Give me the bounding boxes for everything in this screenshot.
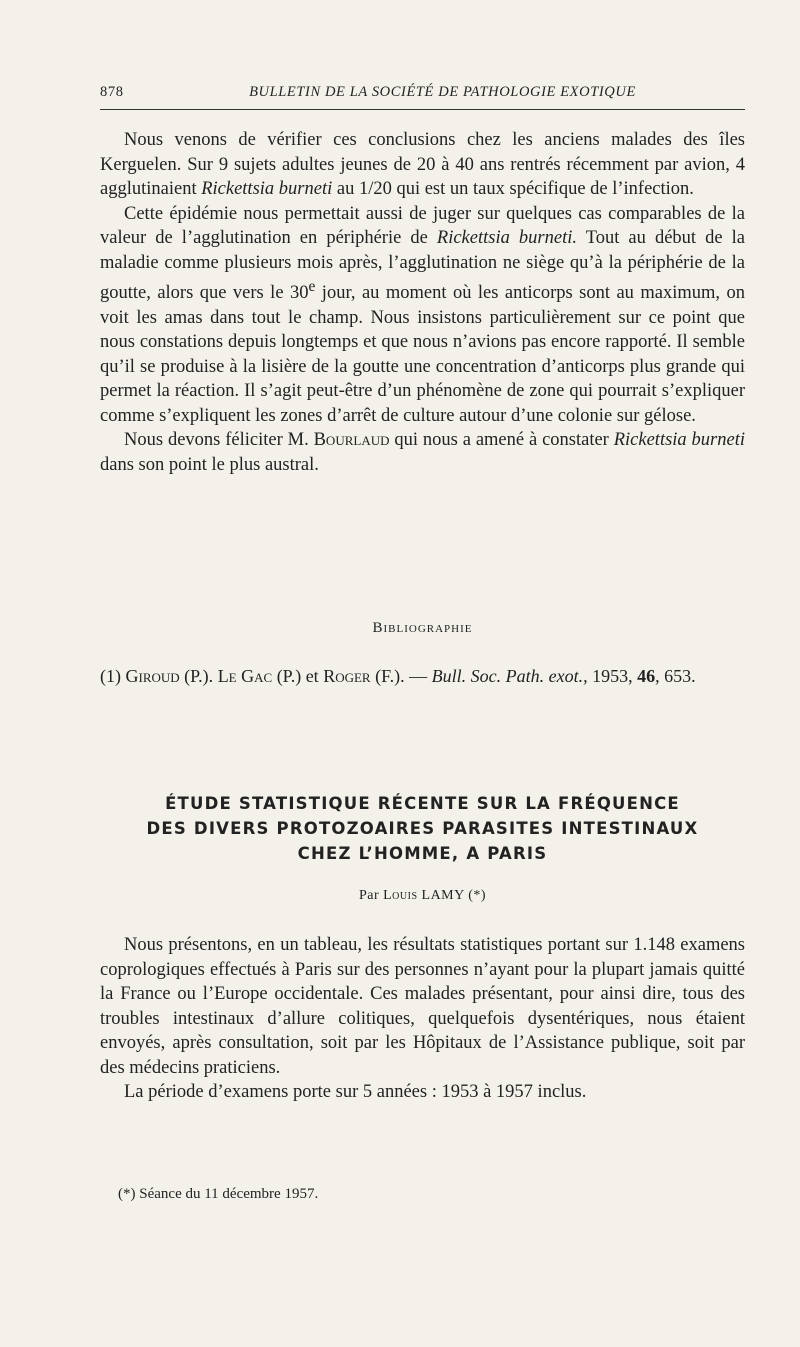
footnote: (*) Séance du 11 décembre 1957. [118, 1186, 319, 1202]
page-number: 878 [100, 84, 124, 100]
title-line: CHEZ L’HOMME, A PARIS [297, 844, 548, 863]
species-name: Rickettsia burneti [201, 179, 333, 199]
person-name: Bourlaud [313, 430, 390, 451]
article-body [100, 933, 745, 1105]
reference-1: (1) Giroud (P.). Le Gac (P.) et Roger (F.). — Bull. Soc. Path. exot., 1953, 46, 653. [100, 666, 696, 686]
title-line: ÉTUDE STATISTIQUE RÉCENTE SUR LA FRÉQUENCE [165, 794, 680, 813]
article-title [100, 791, 745, 866]
species-name: Rickettsia burneti. [436, 228, 577, 248]
species-name: Rickettsia burneti [613, 430, 745, 451]
paragraph: Nous venons de vérifier ces conclusions chez les anciens malades des îles Kerguelen. Sur 9 sujets adultes jeunes de 20 à 40 ans rentrés récemment par avion, 4 agglutinaient Rickettsia burneti au 1/20 qui est un taux spécifique de l’infection. [100, 130, 745, 199]
journal-title: BULLETIN DE LA SOCIÉTÉ DE PATHOLOGIE EXOTIQUE [249, 84, 636, 100]
paragraph: La période d’examens porte sur 5 années : 1953 à 1957 inclus. [124, 1082, 587, 1102]
article-author: Par Louis LAMY (*) [358, 888, 487, 903]
paragraph: Cette épidémie nous permettait aussi de juger sur quelques cas comparables de la valeur de l’agglutination en périphérie de Rickettsia burneti. Tout au début de la maladie comme plusieurs mois après, l’agglutination ne siège qu’à la périphérie de la goutte, alors que vers le 30e jour, au moment où les anticorps sont au maximum, on voit les amas dans tout le champ. Nous insistons particulièrement sur ce point que nous constations depuis longtemps et que nous n’avions pas encore rapporté. Il semble qu’il se produise à la lisière de la goutte une concentration d’anticorps plus grande qui permet la réaction. Il s’agit peut-être d’un phénomène de zone qui pourrait s’expliquer comme s’expliquent les zones d’arrêt de culture autour d’une colonie sur gélose. [100, 203, 745, 426]
title-line: DES DIVERS PROTOZOAIRES PARASITES INTESTINAUX [146, 819, 699, 838]
running-header [100, 84, 745, 110]
paragraph: Nous devons féliciter M. Bourlaud qui nous a amené à constater Rickettsia burneti dans son point le plus austral. [100, 430, 745, 475]
bibliography-heading: Bibliographie [372, 620, 473, 636]
section-conclusions [100, 128, 745, 477]
paragraph: Nous présentons, en un tableau, les résultats statistiques portant sur 1.148 examens coprologiques effectués à Paris sur des personnes n’ayant pour la plupart jamais quitté la France ou l’Europe occidentale. Ces malades présentant, pour ainsi dire, tous des troubles intestinaux d’allure colitiques, quelquefois dysentériques, nous étaient envoyés, après consultation, soit par les Hôpitaux de l’Assistance publique, soit par des médecins praticiens. [100, 935, 745, 1078]
